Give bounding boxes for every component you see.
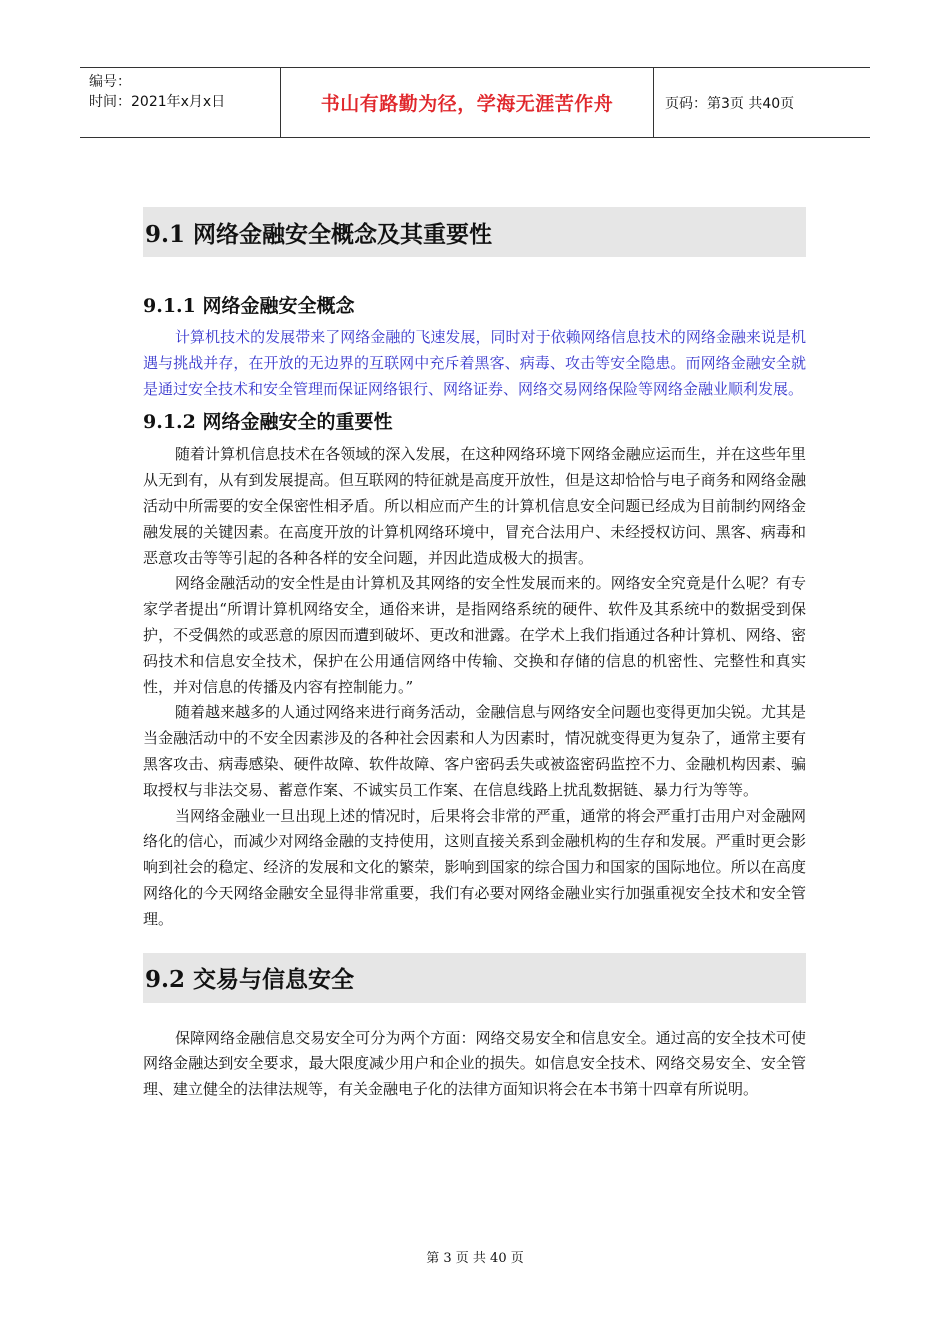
paragraph-transaction-security: 保障网络金融信息交易安全可分为两个方面：网络交易安全和信息安全。通过高的安全技术可使网络金融达到安全要求，最大限度减少用户和企业的损失。如信息安全技术、网络交易安全、安全管理、建立健全的法律法规等，有关金融电子化的法律方面知识将会在本书第十四章有所说明。 — [143, 1028, 806, 1099]
section-heading-9-1: 9.1 网络金融安全概念及其重要性 — [143, 207, 806, 257]
header-motto: 书山有路勤为径，学海无涯苦作舟 — [281, 68, 654, 137]
document-date: 时间：2021年x月x日 — [89, 94, 226, 110]
paragraph-importance-1: 随着计算机信息技术在各领域的深入发展，在这种网络环境下网络金融应运而生，并在这些年里从无到有，从有到发展提高。但互联网的特征就是高度开放性，但是这却恰恰与电子商务和网络金融活动中所需要的安全保密性相矛盾。所以相应而产生的计算机信息安全问题已经成为目前制约网络金融发展的关键因素。在高度开放的计算机网络环境中，冒充合法用户、未经授权访问、黑客、病毒和恶意攻击等等引起的各种各样的安全问题，并因此造成极大的损害。 — [143, 445, 806, 567]
paragraph-concept: 计算机技术的发展带来了网络金融的飞速发展，同时对于依赖网络信息技术的网络金融来说是机遇与挑战并存，在开放的无边界的互联网中充斥着黑客、病毒、攻击等安全隐患。而网络金融安全就是通过安全技术和安全管理而保证网络银行、网络证券、网络交易网络保险等网络金融业顺利发展。 — [143, 328, 806, 398]
page-header — [80, 67, 870, 138]
document-number-label: 编号： — [89, 74, 131, 90]
header-page-info: 页码：第3页 共40页 — [665, 95, 795, 112]
subsection-heading-9-1-1: 9.1.1 网络金融安全概念 — [143, 295, 355, 317]
paragraph-importance-3: 随着越来越多的人通过网络来进行商务活动，金融信息与网络安全问题也变得更加尖锐。尤其是当金融活动中的不安全因素涉及的各种社会因素和人为因素时，情况就变得更为复杂了，通常主要有黑客攻击、病毒感染、硬件故障、软件故障、客户密码丢失或被盗密码监控不力、金融机构因素、骗取授权与非法交易、蓄意作案、不诚实员工作案、在信息线路上扰乱数据链、暴力行为等等。 — [143, 703, 806, 799]
paragraph-importance-4: 当网络金融业一旦出现上述的情况时，后果将会非常的严重，通常的将会严重打击用户对金融网络化的信心，而减少对网络金融的支持使用，这则直接关系到金融机构的生存和发展。严重时更会影响到社会的稳定、经济的发展和文化的繁荣，影响到国家的综合国力和国家的国际地位。所以在高度网络化的今天网络金融安全显得非常重要，我们有必要对网络金融业实行加强重视安全技术和安全管理。 — [143, 806, 806, 928]
paragraph-importance-2: 网络金融活动的安全性是由计算机及其网络的安全性发展而来的。网络安全究竟是什么呢？有专家学者提出“所谓计算机网络安全，通俗来讲，是指网络系统的硬件、软件及其系统中的数据受到保护，不受偶然的或恶意的原因而遭到破坏、更改和泄露。在学术上我们指通过各种计算机、网络、密码技术和信息安全技术，保护在公用通信网络中传输、交换和存储的信息的机密性、完整性和真实性，并对信息的传播及内容有控制能力。” — [143, 574, 806, 696]
subsection-heading-9-1-2: 9.1.2 网络金融安全的重要性 — [143, 411, 393, 434]
document-body — [143, 207, 806, 1103]
section-heading-9-2: 9.2 交易与信息安全 — [143, 953, 806, 1003]
page-footer: 第 3 页 共 40 页 — [426, 1251, 524, 1266]
header-meta — [80, 68, 281, 137]
